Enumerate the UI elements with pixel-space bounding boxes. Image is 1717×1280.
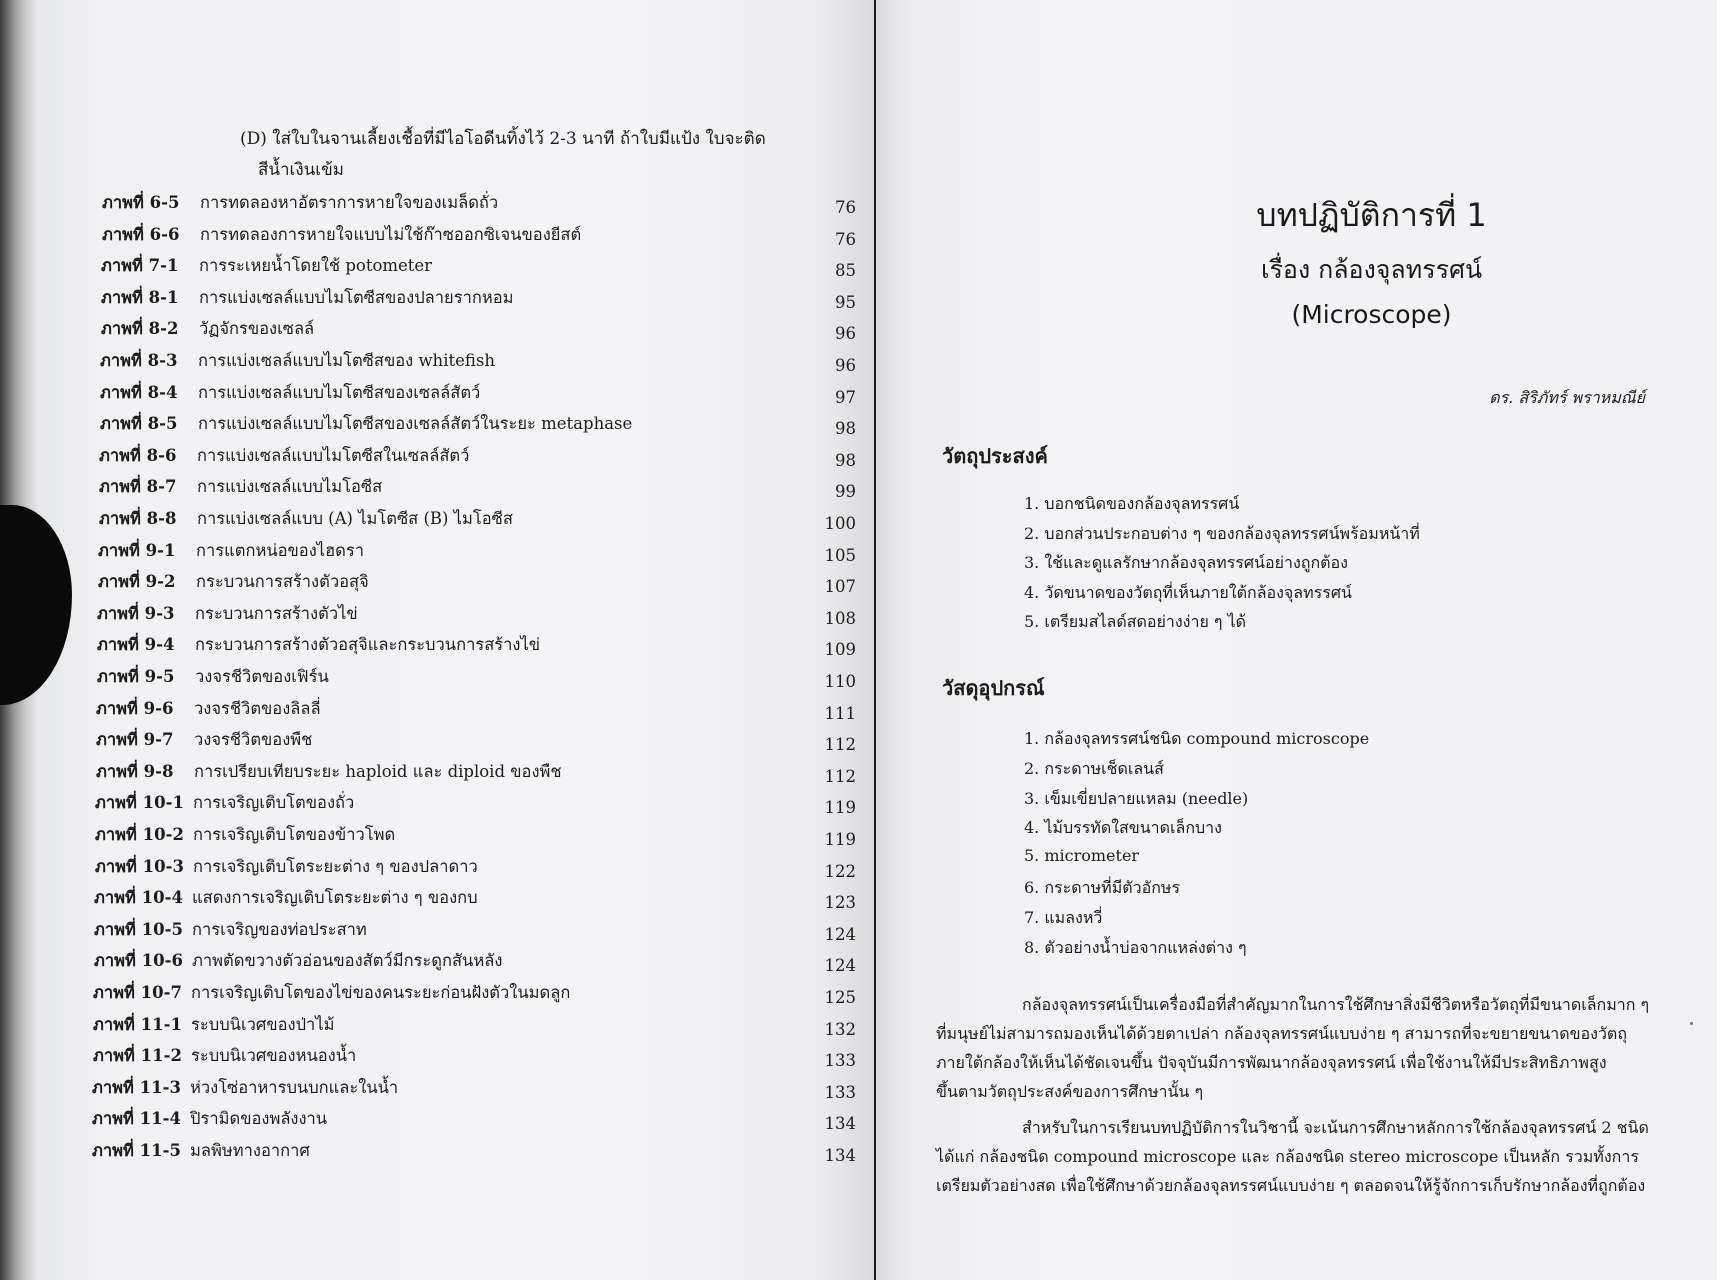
figure-label: ภาพที่ 8-8 [99,509,177,528]
right-page [876,0,1717,1280]
figure-caption: ปิรามิดของพลังงาน [190,1109,328,1129]
speck [1690,1022,1693,1025]
author-name: ดร. สิริภัทร์ พราหมณีย์ [1489,388,1645,407]
figure-entry [36,253,874,281]
figure-page-number: 95 [835,292,856,312]
figure-caption: การเจริญเติบโตของถั่ว [193,793,355,813]
figure-label: ภาพที่ 10-5 [94,919,183,939]
paragraph-line: ที่มนุษย์ไม่สามารถมองเห็นได้ด้วยตาเปล่า กล้องจุลทรรศน์แบบง่าย ๆ สามารถที่จะขยายขนาดของวัตถุ [936,1024,1627,1043]
figure-entry [36,696,874,724]
figure-list [36,0,874,1280]
figure-entry [36,506,874,534]
figure-caption: ห่วงโซ่อาหารบนบกและในน้ำ [190,1077,399,1097]
objective-item: 1. บอกชนิดของกล้องจุลทรรศน์ [1024,494,1240,513]
figure-page-number: 76 [835,229,856,249]
lead-line: (D) ใส่ใบในจานเลี้ยงเชื้อที่มีไอโอดีนทิ้งไว้ 2-3 นาที ถ้าใบมีแป้ง ใบจะติด [240,129,766,149]
figure-caption: การแตกหน่อของไฮดรา [196,540,364,560]
figure-entry [36,664,874,692]
paragraph-line: กล้องจุลทรรศน์เป็นเครื่องมือที่สำคัญมากในการใช้ศึกษาสิ่งมีชีวิตหรือวัตถุที่มีขนาดเล็กมาก ๆ [1022,995,1650,1014]
figure-page-number: 111 [824,703,856,723]
figure-entry [36,443,874,471]
figure-page-number: 110 [824,672,856,691]
figure-caption: การทดลองหาอัตราการหายใจของเมล็ดถั่ว [200,193,499,212]
figure-label: ภาพที่ 8-7 [99,477,177,497]
figure-page-number: 119 [824,830,856,849]
figure-entry [36,1106,874,1134]
figure-entry [36,380,874,408]
material-item: 5. micrometer [1024,846,1140,866]
figure-caption: การทดลองการหายใจแบบไม่ใช้ก๊าซออกซิเจนของยีสต์ [200,224,582,244]
figure-label: ภาพที่ 8-1 [101,287,179,307]
figure-caption: การเจริญเติบโตของไข่ของคนระยะก่อนฝังตัวในมดลูก [191,983,571,1002]
figure-caption: วงจรชีวิตของเฟิร์น [195,667,329,686]
figure-page-number: 134 [824,1146,856,1165]
figure-caption: ระบบนิเวศของป่าไม้ [191,1014,335,1034]
figure-label: ภาพที่ 11-1 [93,1014,182,1034]
chapter-title: บทปฏิบัติการที่ 1 [1256,196,1487,234]
figure-label: ภาพที่ 10-1 [95,793,184,813]
figure-caption: การแบ่งเซลล์แบบไมโตซีสของปลายรากหอม [199,287,514,307]
figure-caption: การแบ่งเซลล์แบบไมโตซีสในเซลล์สัตว์ [197,445,470,465]
material-item: 8. ตัวอย่างน้ำบ่อจากแหล่งต่าง ๆ [1024,937,1247,957]
figure-page-number: 100 [824,514,856,533]
materials-heading: วัสดุอุปกรณ์ [942,676,1045,700]
figure-entry [36,348,874,376]
figure-page-number: 125 [824,988,856,1007]
figure-entry [36,190,874,218]
figure-page-number: 108 [824,608,856,628]
material-item: 2. กระดาษเช็ดเลนส์ [1024,758,1164,778]
paragraph-line: สำหรับในการเรียนบทปฏิบัติการในวิชานี้ จะเน้นการศึกษาหลักการใช้กล้องจุลทรรศน์ 2 ชนิด [1022,1118,1649,1137]
figure-caption: การเจริญของท่อประสาท [192,919,367,939]
figure-page-number: 119 [824,798,856,818]
left-page [36,0,874,1280]
material-item: 1. กล้องจุลทรรศน์ชนิด compound microscope [1024,729,1370,748]
figure-page-number: 123 [824,893,856,913]
figure-caption: ภาพตัดขวางตัวอ่อนของสัตว์มีกระดูกสันหลัง [192,951,503,971]
figure-entry [36,1075,874,1103]
figure-page-number: 85 [835,261,856,281]
figure-label: ภาพที่ 9-1 [98,540,176,560]
figure-label: ภาพที่ 10-4 [94,888,183,908]
figure-entry [36,222,874,250]
objective-item: 5. เตรียมสไลด์สดอย่างง่าย ๆ ได้ [1024,612,1247,631]
figure-label: ภาพที่ 9-7 [96,730,174,750]
figure-page-number: 124 [824,924,856,944]
figure-caption: การแบ่งเซลล์แบบไมโตซีสของเซลล์สัตว์ [198,382,481,402]
figure-caption: วงจรชีวิตของพืช [194,730,313,750]
figure-page-number: 97 [835,387,856,407]
figure-caption: การแบ่งเซลล์แบบไมโตซีสของ whitefish [198,351,495,370]
figure-entry [36,632,874,660]
figure-page-number: 96 [835,356,856,375]
paragraph-intro [936,990,1648,1106]
figure-page-number: 133 [824,1082,856,1102]
figure-caption: มลพิษทางอากาศ [190,1141,310,1160]
figure-label: ภาพที่ 8-3 [100,351,178,370]
figure-entry [36,980,874,1008]
figure-label: ภาพที่ 10-3 [95,856,184,876]
figure-label: ภาพที่ 11-4 [92,1109,181,1129]
chapter-subtitle: เรื่อง กล้องจุลทรรศน์ [1260,255,1483,284]
figure-page-number: 112 [824,766,856,786]
figure-caption: วัฏจักรของเซลล์ [199,319,315,339]
figure-label: ภาพที่ 11-5 [92,1141,181,1160]
paragraph-line: ได้แก่ กล้องชนิด compound microscope และ กล้องชนิด stereo microscope เป็นหลัก รวมทั้งการ [936,1147,1639,1166]
figure-label: ภาพที่ 10-7 [93,983,182,1002]
figure-page-number: 105 [824,545,856,565]
figure-page-number: 107 [824,577,856,597]
figure-label: ภาพที่ 8-6 [99,445,177,465]
figure-label: ภาพที่ 9-5 [97,667,175,686]
figure-page-number: 98 [835,450,856,470]
material-item: 3. เข็มเขี่ยปลายแหลม (needle) [1024,788,1249,808]
figure-entry [36,569,874,597]
objectives-heading: วัตถุประสงค์ [942,444,1048,468]
figure-label: ภาพที่ 10-6 [94,951,183,971]
figure-entry [36,601,874,629]
figure-label: ภาพที่ 9-6 [96,698,174,718]
figure-label: ภาพที่ 10-2 [95,825,184,844]
figure-label: ภาพที่ 8-2 [101,319,179,339]
paragraph-line: ภายใต้กล้องให้เห็นได้ชัดเจนขึ้น ปัจจุบันมีการพัฒนากล้องจุลทรรศน์ เพื่อใช้งานให้มีประสิทธิภาพสูง [936,1053,1607,1072]
figure-page-number: 124 [824,956,856,976]
figure-page-number: 133 [824,1051,856,1071]
figure-entry [36,538,874,566]
figure-page-number: 112 [824,735,856,755]
objective-item: 2. บอกส่วนประกอบต่าง ๆ ของกล้องจุลทรรศน์พร้อมหน้าที่ [1024,523,1420,543]
material-item: 6. กระดาษที่มีตัวอักษร [1024,878,1181,897]
objective-item: 3. ใช้และดูแลรักษากล้องจุลทรรศน์อย่างถูกต้อง [1024,553,1348,572]
figure-caption: การแบ่งเซลล์แบบไมโอซีส [197,477,383,497]
figure-caption: การเจริญเติบโตระยะต่าง ๆ ของปลาดาว [193,856,478,876]
figure-caption: การเจริญเติบโตของข้าวโพด [193,825,396,844]
paragraph-course [936,1113,1648,1200]
figure-label: ภาพที่ 8-4 [100,382,178,402]
material-item: 7. แมลงหวี่ [1024,907,1103,927]
figure-page-number: 99 [835,482,856,502]
figure-entry [36,1043,874,1071]
figure-entry [36,1012,874,1040]
figure-page-number: 122 [824,861,856,881]
figure-caption: กระบวนการสร้างตัวอสุจิ [196,572,369,592]
figure-label: ภาพที่ 6-6 [102,224,180,244]
figure-caption: ระบบนิเวศของหนองน้ำ [191,1046,357,1066]
figure-entry [36,854,874,882]
figure-entry [36,948,874,976]
figure-entry [36,1138,874,1166]
figure-entry [36,885,874,913]
figure-caption: กระบวนการสร้างตัวไข่ [195,603,358,623]
figure-entry [36,474,874,502]
objective-item: 4. วัดขนาดของวัตถุที่เห็นภายใต้กล้องจุลทรรศน์ [1024,582,1352,602]
figure-page-number: 96 [835,324,856,344]
figure-label: ภาพที่ 9-4 [97,635,175,655]
figure-page-number: 132 [824,1019,856,1039]
figure-label: ภาพที่ 9-3 [97,603,175,623]
material-item: 4. ไม้บรรทัดใสขนาดเล็กบาง [1024,818,1222,838]
figure-entry [36,759,874,787]
figure-entry [36,316,874,344]
figure-caption: การระเหยน้ำโดยใช้ potometer [199,256,433,276]
figure-page-number: 134 [824,1114,856,1134]
figure-label: ภาพที่ 9-8 [96,761,174,781]
figure-label: ภาพที่ 6-5 [102,193,180,212]
figure-page-number: 98 [835,419,856,439]
figure-entry [36,917,874,945]
figure-label: ภาพที่ 8-5 [100,414,178,434]
figure-caption: การเปรียบเทียบระยะ haploid และ diploid ของพืช [194,761,562,781]
figure-entry [36,822,874,850]
figure-page-number: 76 [835,198,856,217]
figure-entry [36,727,874,755]
chapter-subtitle-en: (Microscope) [1291,300,1452,329]
figure-label: ภาพที่ 11-2 [93,1046,182,1066]
figure-entry [36,411,874,439]
lead-line: สีน้ำเงินเข้ม [258,160,344,180]
paragraph-line: เตรียมตัวอย่างสด เพื่อใช้ศึกษาด้วยกล้องจุลทรรศน์แบบง่าย ๆ ตลอดจนให้รู้จักการเก็บรักษากล้องที่ถูกต้อง [936,1176,1646,1195]
figure-caption: การแบ่งเซลล์แบบ (A) ไมโตซีส (B) ไมโอซีส [197,509,513,528]
paragraph-line: ขึ้นตามวัตถุประสงค์ของการศึกษานั้น ๆ [936,1082,1204,1101]
figure-caption: แสดงการเจริญเติบโตระยะต่าง ๆ ของกบ [192,888,478,908]
figure-entry [36,790,874,818]
figure-caption: วงจรชีวิตของลิลลี่ [194,698,321,718]
figure-label: ภาพที่ 11-3 [92,1077,181,1097]
figure-entry [36,285,874,313]
figure-page-number: 109 [824,640,856,660]
figure-label: ภาพที่ 7-1 [101,256,179,276]
figure-label: ภาพที่ 9-2 [98,572,176,592]
figure-caption: กระบวนการสร้างตัวอสุจิและกระบวนการสร้างไข่ [195,635,541,655]
figure-caption: การแบ่งเซลล์แบบไมโตซีสของเซลล์สัตว์ในระยะ metaphase [198,414,633,434]
